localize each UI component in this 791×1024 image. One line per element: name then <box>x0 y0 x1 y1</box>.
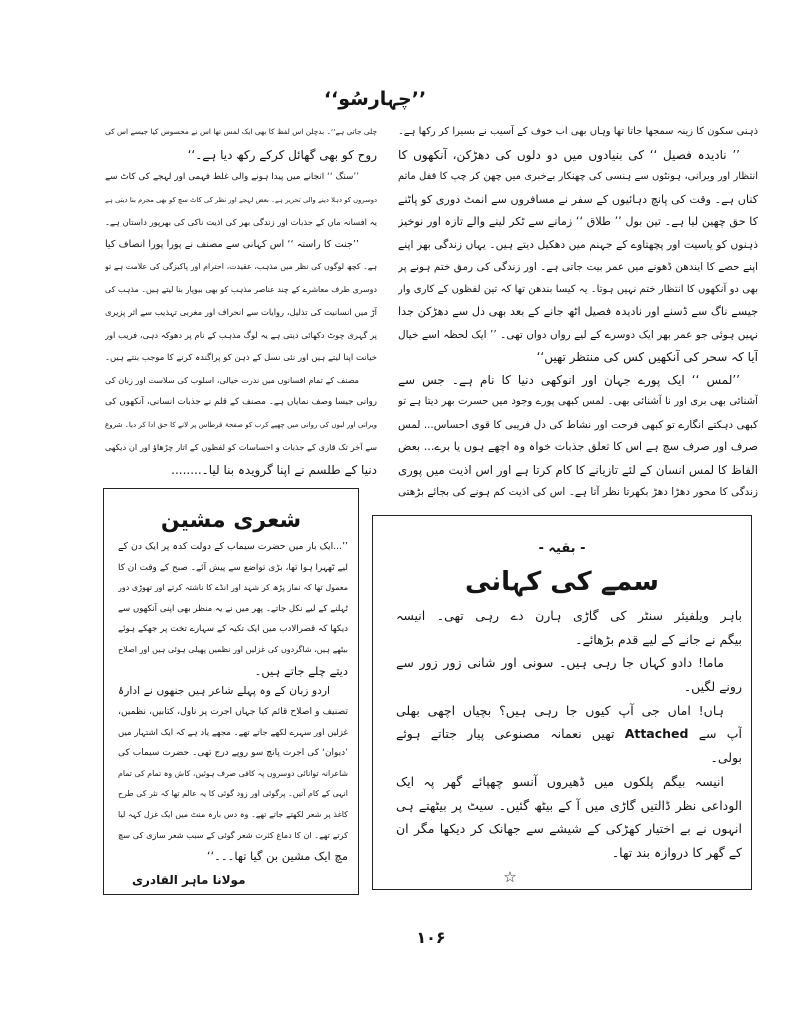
text-line: آشنائی بھی بری اور نا آشنائی بھی۔ لمس کبھی پورے وجود میں حسرت بھر دیتا ہے تو <box>398 396 758 407</box>
text-line: اپنے حصے کا ایندھن ڈھونے میں عمر بیت جاتی ہے۔ اور زندگی کی رمق ختم ہونے پر <box>398 261 758 273</box>
quote-text <box>118 537 348 867</box>
text-line: خیانت اپنا لیتے ہیں اور نئی نسل کے ذہن کو پراگندہ کرنے کا موجب بنتے ہیں۔ <box>105 352 377 362</box>
poet-quote-box <box>103 488 359 895</box>
text-line: ہاں! اماں جی آپ کیوں جا رہی ہیں؟ بچیاں اچھی بھلی <box>396 702 724 718</box>
text-line: انہی کے کام آتیں۔ پرگوئی اور زود گوئی کا یہ عالم تھا کہ نثر کی طرح <box>118 789 348 799</box>
text-line: معمول تھا کہ نماز پڑھ کر شہد اور انڈے کا ناشتہ کرتے اور تھوڑی دور <box>118 583 348 593</box>
text-line: جیسے ناگ سے ڈسنے اور نادیدہ فصیل اٹھ جانے کے بعد بھی دل سے دھڑکن جدا <box>398 305 758 318</box>
text-line: چلی جاتی ہے‘‘۔ بدچلن اس لفظ کا بھی ایک لمس تھا اس نے محسوس کیا جیسے اس کی <box>105 127 377 136</box>
text-line: دنیا کے طلسم نے اپنا گرویدہ بنا لیا۔........ <box>171 462 377 477</box>
text-line: الوداعی نظر ڈالتیں گاڑی میں آ کے بیٹھ گئیں۔ سیٹ پر بیٹھتے ہی <box>396 797 742 813</box>
page-number: ۱۰۶ <box>416 928 446 947</box>
article-left-column <box>105 121 377 481</box>
text-line: ذہنی سکون کا زینہ سمجھا جاتا تھا وہاں بھی اب خوف کے آسیب نے بسیرا کر رکھا ہے۔ <box>398 126 758 137</box>
english-word: Attached <box>624 726 689 742</box>
text-line: آیا کہ سحر کی آنکھیں کس کی منتظر تھیں‘‘ <box>536 350 758 364</box>
text-line: ’’...ایک بار میں حضرت سیماب کے دولت کدہ پر ایک دن کے <box>118 541 348 552</box>
story-title: سمے کی کہانی <box>465 567 659 597</box>
text-line: شاعرانہ توانائی دوسروں پہ کافی صرف ہوئیں، کاش وہ تمام کی تمام <box>118 768 348 778</box>
quote-author: مولانا ماہر القادری <box>132 873 246 887</box>
text-line: ویرانی اور لبوں کی روانی میں چھپے کرب کو صفحۂ قرطاس پر لانے کا حق ادا کر دیا۔ شروع <box>105 419 377 429</box>
star-icon: ☆ <box>503 868 517 886</box>
text-line: مچ ایک مشین بن گیا تھا۔۔۔‘‘ <box>206 848 348 863</box>
text-line: مصنف کے تمام افسانوں میں ندرت خیالی، اسلوب کی سلاست اور زبان کی <box>105 374 359 385</box>
text-line: نہیں ہوئی جو عمر بھر ایک دوسرے کے لیے رواں دواں تھی۔ ’’ ایک لحظہ اسے خیال <box>398 328 758 341</box>
text-line: رونے لگیں۔ <box>683 679 742 695</box>
text-line: روانی جیسا وصف نمایاں ہے۔ مصنف کے قلم نے جذبات انسانی، آنکھوں کی <box>105 397 377 407</box>
continued-label: - بقیہ - <box>538 541 586 556</box>
text-line: باہر ویلفیئر سنٹر کی گاڑی ہارن دے رہی تھی۔ انیسہ <box>396 608 742 623</box>
magazine-header: ’’چہارسُو‘‘ <box>323 88 427 110</box>
text-line: ٹہلنے کے لیے نکل جاتے۔ پھر میں نے یہ منظر بھی اپنی آنکھوں سے <box>118 603 348 614</box>
text-line: دوسری طرف معاشرے کے چند عناصر مذہب کو بھی بیوپار بنا لیتے ہیں۔ مذہب کی <box>105 284 377 294</box>
text-line: ماما! دادو کہاں جا رہی ہیں۔ سونی اور شانی زور زور سے <box>396 655 724 671</box>
text-line: ’’جنت کا راستہ ‘‘ اس کہانی سے مصنف نے پورا پورا انصاف کیا <box>105 238 359 250</box>
text-line: بھی دو آنکھوں کا انتظار ختم نہیں ہوتا۔ یہ کیسا بندھن تھا کہ تین لفظوں کے کاری وار <box>398 283 758 295</box>
text-line: کرتے تھے۔ ان کا دماغ کثرت شعر گوئی کے سبب شعر سازی کی سچ <box>118 830 348 841</box>
text-line: ’’سنگ ‘‘ انجانے میں پیدا ہونے والی غلط فہمی اور لہجے کی کاٹ سے <box>105 172 359 182</box>
text-line <box>396 722 742 746</box>
text-line: کناں ہے۔ وقت کی پانچ دہائیوں کے سفر نے مسافروں سے انمٹ دوری کو پاٹنے <box>398 192 758 206</box>
text-line: یہ افسانہ ماں کے جذبات اور زندگی بھر کی اذیت ناکی کی بھرپور داستان ہے۔ <box>105 217 377 227</box>
text-line: کا حق چھین لیا ہے۔ تین بول ’’ طلاق ‘‘ زمانے سے ٹکر لینے والے تازہ اور نوخیز <box>398 215 758 228</box>
text-line: ذہنوں کو یاسیت اور پچھتاوے کے جہنم میں دھکیل دیتے ہیں۔ یہاں زندگی بھر اپنے <box>398 237 758 251</box>
text-line: روح کو بھی گھائل کرکے رکھ دیا ہے۔‘‘ <box>187 147 377 162</box>
text-line: پر گہری چوٹ دکھائی دیتی ہے یہ لوگ مذہب کے نام پر دھوکہ دہی، فریب اور <box>105 329 377 340</box>
text-line: الفاظ کا لمس انسان کے لئے تازیانے کا کام کرتا ہے اور اس اذیت میں پوری <box>398 462 758 477</box>
text-line: سے آخر تک قاری کے جذبات و احساسات کو لفظوں کے اتار چڑھاؤ اور ان دیکھی <box>105 442 377 452</box>
text-line: بولی۔ <box>710 750 742 766</box>
text-line: زندگی کا محور دھڑا دھڑ بکھرتا نظر آتا ہے۔ اس کی اذیت کم ہونے کی بجائے بڑھتی <box>398 486 758 498</box>
text-line: اردو زبان کے وہ پہلے شاعر ہیں جنھوں نے ادارۂ <box>118 684 330 698</box>
text-line: ’’ نادیدہ فصیل ‘‘ کی بنیادوں میں دو دلوں کی دھڑکن، آنکھوں کا <box>398 147 740 162</box>
text-segment: آپ سے <box>698 726 742 742</box>
text-line: دوسروں کو دہلا دینے والی تحریر ہے۔ بعض لہجے اور نظر کی کاٹ سچ کو بھی مجرم بنا دیتی ہے <box>105 195 377 204</box>
text-line: کے گھر کا دروازہ بند تھا۔ <box>611 844 742 860</box>
text-line: انتظار اور ویرانی، ہونٹوں سے ہنسی کی چھنکار بےخبری میں چھن کر چپ کا قفل ماتم <box>398 171 758 182</box>
text-line: ہے۔ کچھ لوگوں کی نظر میں مذہب، عقیدت، احترام اور پاکیزگی کی علامت ہے تو <box>105 262 377 271</box>
text-line: بیٹھے ہیں، شاگردوں کی غزلیں اور نظمیں پھیلی ہوئی ہیں اور اصلاح <box>118 644 348 654</box>
text-line: آڑ میں انسانیت کی تذلیل، روایات سے انحراف اور مغربی تہذیب سے اثر پزیری <box>105 307 377 317</box>
story-text <box>396 604 742 865</box>
text-line: غزلیں اور سہرے لکھے جاتے تھے۔ مجھے یاد ہے کہ ایک اشتہار میں <box>118 727 348 738</box>
text-line: لیے ٹھہرا ہوا تھا، بڑی تواضع سے پیش آئے۔ صبح کے وقت ان کا <box>118 562 348 573</box>
text-line: صرف اور صرف سچ ہے اس کا تعلق جذبات خواہ وہ اچھے ہوں یا برے... بعض <box>398 440 758 453</box>
text-segment: تھیں نعمانہ مصنوعی پیار جتاتے ہوئے <box>396 726 615 742</box>
text-line: دیتے چلے جاتے ہیں۔ <box>254 663 348 678</box>
text-line: انہوں نے بے اختیار کھڑکی کے شیشے سے جھانک کر دیکھا مگر ان <box>396 821 742 837</box>
text-line: انیسہ بیگم پلکوں میں ڈھیروں آنسو چھپائے گھر پہ ایک <box>396 773 724 789</box>
text-line: تصنیف و اصلاح قائم کیا جہاں اجرت پر ناول، کتابیں، نظمیں، <box>118 706 348 717</box>
text-line: ’’لمس ‘‘ ایک پورے جہان اور انوکھی دنیا کا نام ہے۔ جس سے <box>398 372 740 387</box>
text-line: کبھی دہکتے انگارے تو کبھی فرحت اور نشاط کی دل فریبی کا قوی احساس... لمس <box>398 418 758 431</box>
text-line: کاغذ پر شعر لکھتے جاتے تھے۔ وہ دس بارہ منٹ میں ایک غزل کہہ لیا <box>118 809 348 819</box>
continued-story-box <box>372 515 752 890</box>
text-line: ’دیوان‘ کی اجرت پانچ سو روپے درج تھی۔ حضرت سیماب کی <box>118 747 348 758</box>
article-right-column <box>398 121 758 504</box>
quote-title: شعری مشین <box>160 508 302 533</box>
text-line: دیکھا کہ قصرالادب میں ایک تکیہ کے سہارے تخت پر جھکے ہوئے <box>118 624 348 635</box>
text-line: بیگم نے جانے کے لیے قدم بڑھائے۔ <box>575 631 742 647</box>
